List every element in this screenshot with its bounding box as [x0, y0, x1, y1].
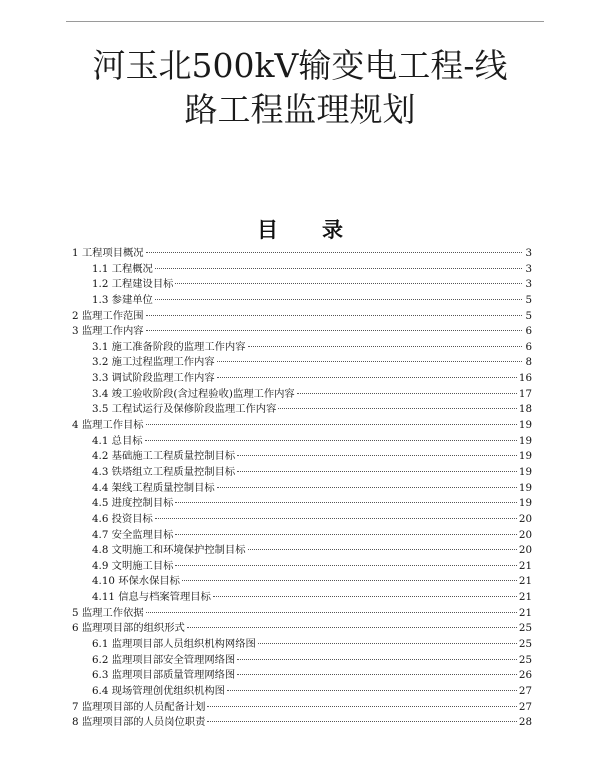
toc-entry[interactable] — [72, 246, 532, 262]
toc-entry-page: 18 — [518, 403, 532, 416]
toc-entry-page: 5 — [525, 293, 532, 306]
toc-dot-leader — [146, 424, 517, 425]
toc-heading-left: 目 — [257, 218, 278, 242]
toc-entry[interactable] — [72, 637, 532, 653]
toc-entry[interactable] — [72, 434, 532, 450]
toc-dot-leader — [175, 565, 516, 566]
toc-entry-title: 4.11 信息与档案管理目标 — [92, 591, 211, 604]
toc-entry[interactable] — [72, 277, 532, 293]
toc-dot-leader — [237, 471, 517, 472]
toc-entry-page: 20 — [518, 512, 532, 525]
document-title-line-1: 河玉北500kV输变电工程-线 — [92, 46, 508, 85]
toc-entry-page: 19 — [518, 465, 532, 478]
toc-entry-page: 28 — [518, 716, 532, 729]
toc-entry-page: 3 — [525, 247, 532, 259]
toc-dot-leader — [155, 518, 517, 519]
toc-entry[interactable] — [72, 653, 532, 669]
toc-entry-page: 16 — [518, 372, 532, 385]
toc-dot-leader — [146, 315, 522, 316]
toc-entry-page: 8 — [525, 356, 532, 369]
toc-entry-title: 1.2 工程建设目标 — [92, 278, 174, 291]
toc-entry-title: 3.1 施工准备阶段的监理工作内容 — [92, 340, 246, 353]
toc-entry-page: 6 — [525, 340, 532, 353]
toc-entry-title: 4.8 文明施工和环境保护控制目标 — [92, 544, 246, 557]
toc-entry[interactable] — [72, 371, 532, 387]
toc-dot-leader — [297, 393, 517, 394]
toc-dot-leader — [237, 674, 517, 675]
toc-heading — [0, 216, 600, 244]
toc-entry[interactable] — [72, 715, 532, 731]
toc-entry-page: 19 — [518, 434, 532, 447]
toc-entry-page: 6 — [525, 325, 532, 338]
toc-entry-title: 4.3 铁塔组立工程质量控制目标 — [92, 465, 236, 478]
toc-entry[interactable] — [72, 606, 532, 622]
toc-entry[interactable] — [72, 465, 532, 481]
toc-dot-leader — [146, 612, 517, 613]
toc-entry-page: 21 — [518, 559, 532, 572]
toc-entry-page: 25 — [518, 622, 532, 635]
header-rule — [66, 21, 544, 22]
toc-dot-leader — [175, 502, 516, 503]
toc-entry[interactable] — [72, 559, 532, 575]
table-of-contents — [72, 246, 532, 731]
toc-dot-leader — [237, 455, 517, 456]
toc-entry-page: 21 — [518, 575, 532, 588]
toc-entry-title: 4.5 进度控制目标 — [92, 497, 174, 510]
toc-entry-page: 21 — [518, 606, 532, 619]
toc-entry-title: 6.2 监理项目部安全管理网络图 — [92, 653, 236, 666]
toc-entry-page: 27 — [518, 700, 532, 713]
toc-entry[interactable] — [72, 621, 532, 637]
toc-dot-leader — [175, 283, 522, 284]
toc-entry[interactable] — [72, 262, 532, 278]
toc-entry-title: 4.4 架线工程质量控制目标 — [92, 481, 215, 494]
toc-dot-leader — [213, 596, 517, 597]
toc-entry-page: 26 — [518, 669, 532, 682]
toc-dot-leader — [146, 330, 522, 331]
toc-dot-leader — [187, 627, 517, 628]
toc-entry-page: 5 — [525, 309, 532, 322]
toc-entry[interactable] — [72, 449, 532, 465]
toc-entry-page: 20 — [518, 528, 532, 541]
toc-entry[interactable] — [72, 590, 532, 606]
toc-dot-leader — [145, 440, 517, 441]
toc-entry-title: 7 监理项目部的人员配备计划 — [72, 700, 206, 713]
toc-entry-title: 2 监理工作范围 — [72, 309, 144, 322]
toc-entry-page: 3 — [525, 278, 532, 291]
toc-entry-title: 1 工程项目概况 — [72, 247, 144, 259]
toc-entry[interactable] — [72, 574, 532, 590]
toc-entry-title: 3.3 调试阶段监理工作内容 — [92, 372, 215, 385]
toc-entry[interactable] — [72, 684, 532, 700]
toc-entry[interactable] — [72, 512, 532, 528]
toc-entry-title: 4.6 投资目标 — [92, 512, 153, 525]
toc-entry-title: 8 监理项目部的人员岗位职责 — [72, 716, 206, 729]
toc-entry-title: 3.2 施工过程监理工作内容 — [92, 356, 215, 369]
document-title — [0, 44, 600, 132]
toc-dot-leader — [146, 252, 522, 253]
toc-dot-leader — [248, 346, 522, 347]
toc-entry-page: 25 — [518, 638, 532, 651]
toc-entry[interactable] — [72, 387, 532, 403]
toc-dot-leader — [237, 659, 517, 660]
document-title-line-2: 路工程监理规划 — [184, 90, 416, 129]
toc-dot-leader — [278, 408, 516, 409]
toc-dot-leader — [207, 721, 517, 722]
toc-entry[interactable] — [72, 402, 532, 418]
toc-entry-title: 4.9 文明施工目标 — [92, 559, 174, 572]
toc-entry-title: 4.2 基础施工工程质量控制目标 — [92, 450, 236, 463]
toc-entry-title: 6.3 监理项目部质量管理网络图 — [92, 669, 236, 682]
toc-entry-title: 5 监理工作依据 — [72, 606, 144, 619]
toc-dot-leader — [248, 549, 517, 550]
toc-entry[interactable] — [72, 418, 532, 434]
toc-entry[interactable] — [72, 324, 532, 340]
toc-dot-leader — [227, 690, 517, 691]
toc-dot-leader — [207, 706, 517, 707]
toc-entry[interactable] — [72, 668, 532, 684]
toc-entry[interactable] — [72, 340, 532, 356]
toc-entry[interactable] — [72, 481, 532, 497]
toc-dot-leader — [182, 580, 517, 581]
toc-entry[interactable] — [72, 309, 532, 325]
toc-entry-title: 4.7 安全监理目标 — [92, 528, 174, 541]
toc-entry-title: 4.10 环保水保目标 — [92, 575, 180, 588]
toc-entry-page: 21 — [518, 591, 532, 604]
toc-entry-page: 19 — [518, 497, 532, 510]
toc-entry[interactable] — [72, 528, 532, 544]
toc-entry-title: 1.1 工程概况 — [92, 262, 153, 275]
toc-entry-page: 3 — [525, 262, 532, 275]
toc-entry-title: 6 监理项目部的组织形式 — [72, 622, 185, 635]
toc-entry-page: 19 — [518, 481, 532, 494]
toc-dot-leader — [155, 299, 522, 300]
toc-entry-title: 4.1 总目标 — [92, 434, 143, 447]
toc-entry[interactable] — [72, 496, 532, 512]
toc-entry[interactable] — [72, 355, 532, 371]
toc-entry-title: 3.5 工程试运行及保修阶段监理工作内容 — [92, 403, 277, 416]
toc-entry-title: 6.1 监理项目部人员组织机构网络图 — [92, 638, 256, 651]
toc-entry[interactable] — [72, 543, 532, 559]
toc-entry-page: 25 — [518, 653, 532, 666]
toc-entry-page: 27 — [518, 684, 532, 697]
toc-entry-title: 3 监理工作内容 — [72, 325, 144, 338]
toc-entry-title: 3.4 竣工验收阶段(含过程验收)监理工作内容 — [92, 387, 295, 400]
toc-entry-page: 20 — [518, 544, 532, 557]
toc-entry-title: 4 监理工作目标 — [72, 419, 144, 432]
toc-entry-page: 19 — [518, 419, 532, 432]
toc-dot-leader — [217, 377, 517, 378]
toc-entry-page: 17 — [518, 387, 532, 400]
toc-entry[interactable] — [72, 700, 532, 716]
toc-entry-title: 6.4 现场管理创优组织机构图 — [92, 684, 225, 697]
toc-dot-leader — [155, 268, 522, 269]
toc-entry-title: 1.3 参建单位 — [92, 293, 153, 306]
toc-dot-leader — [217, 361, 522, 362]
toc-dot-leader — [258, 643, 517, 644]
toc-dot-leader — [217, 487, 517, 488]
toc-heading-right: 录 — [322, 218, 343, 242]
toc-dot-leader — [175, 534, 516, 535]
toc-entry-page: 19 — [518, 450, 532, 463]
toc-entry[interactable] — [72, 293, 532, 309]
